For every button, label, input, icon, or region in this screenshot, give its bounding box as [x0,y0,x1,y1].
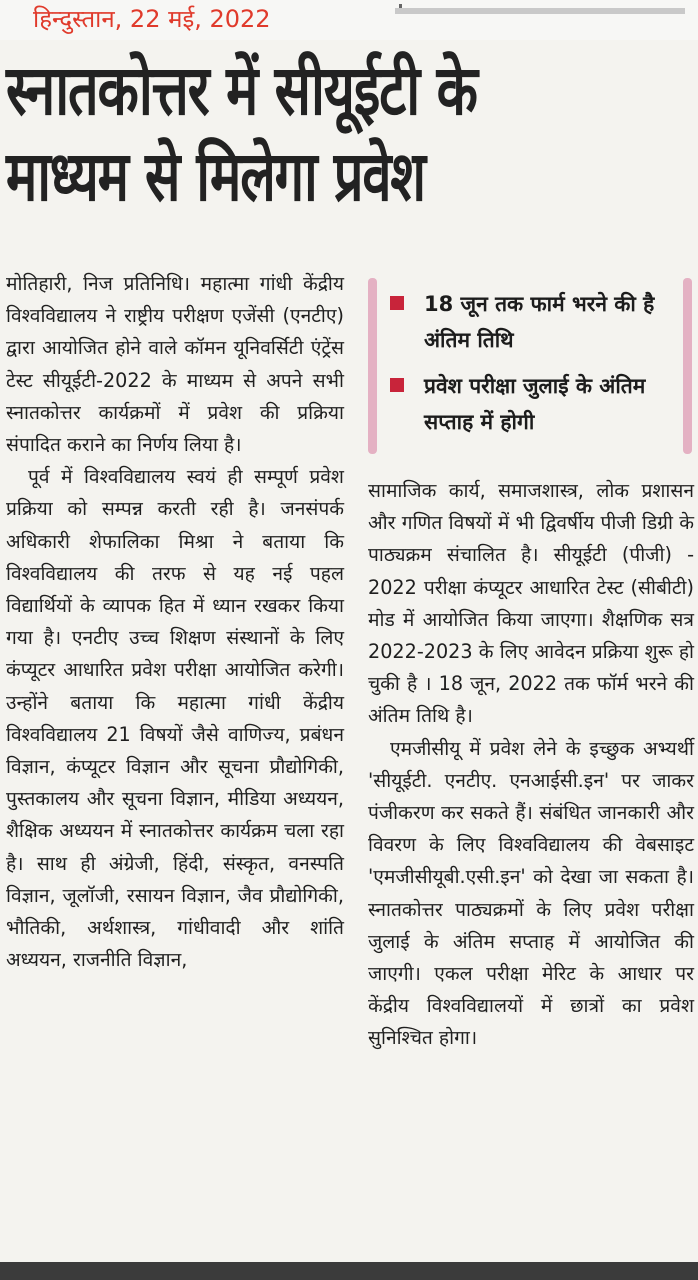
source-line: हिन्दुस्तान, 22 मई, 2022 [33,5,271,33]
highlight-text-2: प्रवेश परीक्षा जुलाई के अंतिम सप्ताह में होगी [424,374,646,434]
highlight-text-1: 18 जून तक फार्म भरने की है अंतिम तिथि [424,292,655,352]
top-rule [395,8,685,14]
square-bullet-icon [390,378,404,392]
square-bullet-icon [390,296,404,310]
right-paragraph-1: सामाजिक कार्य, समाजशास्त्र, लोक प्रशासन और गणित विषयों में भी द्विवर्षीय पीजी डिग्री के पाठ्यक्रम संचालित है। सीयूईटी (पीजी) - 2022 परीक्षा कंप्यूटर आधारित टेस्ट (सीबीटी) मोड में आयोजित किया जाएगा। शैक्षणिक सत्र 2022-2023 के लिए आवेदन प्रक्रिया शुरू हो चुकी है । 18 जून, 2022 तक फॉर्म भरने की अंतिम तिथि है। [368,479,694,728]
headline-line-2: माध्यम से मिलेगा प्रवेश [6,137,425,217]
left-paragraph-1: मोतिहारी, निज प्रतिनिधि। महात्मा गांधी केंद्रीय विश्वविद्यालय ने राष्ट्रीय परीक्षण एजेंसी (एनटीए) द्वारा आयोजित होने वाले कॉमन यूनिवर्सिटी एंट्रेंस टेस्ट सीयूईटी-2022 के माध्यम से अपने सभी स्नातकोत्तर कार्यक्रमों में प्रवेश की प्रक्रिया संपादित कराने का निर्णय लिया है। [6,272,344,457]
headline-line-1: स्नातकोत्तर में सीयूईटी के [6,51,477,131]
right-paragraph-2: एमजीसीयू में प्रवेश लेने के इच्छुक अभ्यर्थी 'सीयूईटी. एनटीए. एनआईसी.इन' पर जाकर पंजीकरण कर सकते हैं। संबंधित जानकारी और विवरण के लिए विश्वविद्यालय की वेबसाइट 'एमजीसीयूबी.एसी.इन' को देखा जा सकता है। स्नातकोत्तर पाठ्यक्रमों के लिए प्रवेश परीक्षा जुलाई के अंतिम सप्ताह में आयोजित की जाएगी। एकल परीक्षा मेरिट के आधार पर केंद्रीय विश्वविद्यालयों में छात्रों का प्रवेश सुनिश्चित होगा। [368,736,694,1050]
highlight-bar-right [683,278,692,454]
highlight-bar-left [368,278,377,454]
highlight-box [366,278,692,454]
highlight-item-1 [396,286,666,358]
left-paragraph-2: पूर्व में विश्वविद्यालय स्वयं ही सम्पूर्ण प्रवेश प्रक्रिया को सम्पन्न करती रही है। जनसंपर्क अधिकारी शेफालिका मिश्रा ने बताया कि विश्वविद्यालय की तरफ से यह नई पहल विद्यार्थियों के व्यापक हित में ध्यान रखकर किया गया है। एनटीए उच्च शिक्षण संस्थानों के लिए कंप्यूटर आधारित प्रवेश परीक्षा आयोजित करेगी। उन्होंने बताया कि महात्मा गांधी केंद्रीय विश्वविद्यालय 21 विषयों जैसे वाणिज्य, प्रबंधन विज्ञान, कंप्यूटर विज्ञान और सूचना प्रौद्योगिकी, पुस्तकालय और सूचना विज्ञान, मीडिया अध्ययन, शैक्षिक अध्ययन में स्नातकोत्तर कार्यक्रम चला रहा है। साथ ही अंग्रेजी, हिंदी, संस्कृत, वनस्पति विज्ञान, जूलॉजी, रसायन विज्ञान, जैव प्रौद्योगिकी, भौतिकी, अर्थशास्त्र, गांधीवादी और शांति अध्ययन, राजनीति विज्ञान, [6,465,344,972]
bottom-bar [0,1262,698,1280]
highlight-item-2 [396,368,666,440]
left-column [6,268,344,976]
headline [6,48,696,220]
right-column [368,475,694,1055]
